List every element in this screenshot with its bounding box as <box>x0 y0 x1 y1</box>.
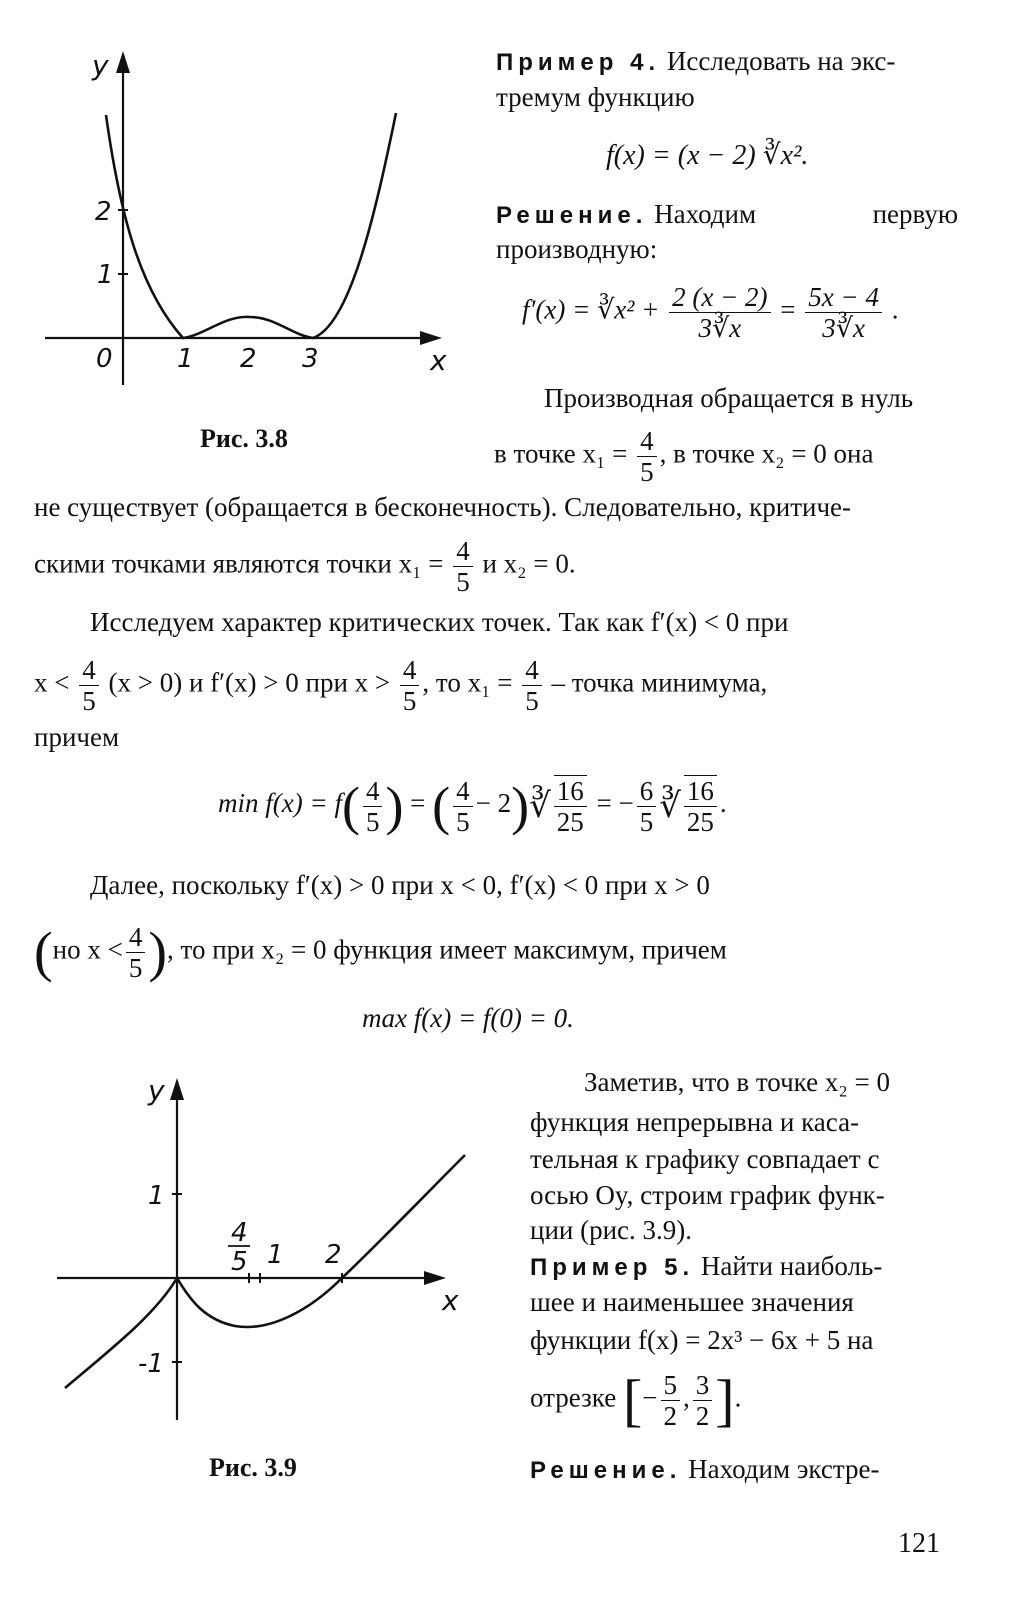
solution-line-2: производную: <box>496 234 658 264</box>
solution-line-1 <box>496 197 958 233</box>
frac-16-25-b: $\frac{16}{25}$ <box>684 775 717 837</box>
p3-line-2: (но x < $\frac{4}{5}$ ), то при x₂ = 0 функция имеет максимум, причем <box>34 921 727 984</box>
solution-5-label: Решение. <box>530 1457 682 1484</box>
deriv-frac-1: $\frac{2 (x - 2)}{3∛x}$ <box>669 282 770 343</box>
min-a: min f(x) = f <box>218 788 342 819</box>
p2-line-1: Исследуем характер критических точек. Так как f′(x) < 0 при <box>90 607 789 637</box>
sol5-text: Находим экстре- <box>688 1454 880 1484</box>
y-axis-arrow-icon <box>116 51 130 73</box>
derivative-formula <box>522 282 899 343</box>
fig39-x-tick-1: 1 <box>267 1240 284 1270</box>
example-4-line-2: тремум функцию <box>496 82 695 112</box>
frac-4-5-b: $\frac{4}{5}$ <box>453 536 473 597</box>
frac-min-2: $\frac{4}{5}$ <box>453 776 473 837</box>
sol5-line <box>530 1452 879 1488</box>
min-d: ∛ <box>529 788 551 825</box>
fig38-y-tick-1: 1 <box>97 260 114 290</box>
p2-line-2a: x < <box>34 667 70 698</box>
deriv-lhs: f′(x) = ∛x² + <box>522 294 660 325</box>
rc-line-1: Заметив, что в точке x₂ = 0 <box>584 1067 890 1097</box>
frac-min-1: $\frac{4}{5}$ <box>363 776 383 837</box>
solution-label: Решение. <box>496 202 648 229</box>
curve-fig38 <box>106 113 396 338</box>
y-axis-arrow-icon <box>170 1078 184 1100</box>
fig39-x-tick-2: 2 <box>325 1240 342 1270</box>
ex5-line-4: отрезке [− $\frac{5}{2}$ , $\frac{3}{2}$ ]. <box>530 1367 742 1433</box>
p2-line-3: причем <box>34 722 120 752</box>
example-5-label: Пример 5. <box>530 1254 695 1281</box>
figure-3-8 <box>30 45 460 395</box>
ex5-l1: Найти наиболь- <box>700 1251 883 1281</box>
p1-line-4a: скими точками являются точки x₁ = <box>34 548 444 579</box>
fig39-y-tick-neg1: -1 <box>138 1349 164 1379</box>
p2-line-2d: – точка минимума, <box>544 667 768 698</box>
page-number: 121 <box>898 1528 940 1559</box>
fig38-x-tick-1: 1 <box>177 344 194 374</box>
min-c: − 2 <box>475 788 512 819</box>
figure-3-9 <box>30 1070 490 1440</box>
p2-line-2c: , то x₁ = <box>422 667 513 698</box>
p1-line-2a: в точке x₁ = <box>494 438 628 469</box>
p2-line-2b: (x > 0) и f′(x) > 0 при x > <box>101 667 391 698</box>
figure-3-9-caption: Рис. 3.9 <box>209 1453 297 1482</box>
ex5-line-3: функции f(x) = 2x³ − 6x + 5 на <box>530 1325 874 1355</box>
p3-line-2b: , то при x₂ = 0 функция имеет максимум, причем <box>167 934 727 965</box>
p1-line-2 <box>494 426 873 487</box>
p1-line-2b: , в точке x₂ = 0 она <box>659 438 874 469</box>
deriv-frac-2: $\frac{5x - 4}{3∛x}$ <box>805 282 882 343</box>
x-axis-arrow-icon <box>420 331 442 345</box>
solution-text-a: Находим <box>654 199 757 229</box>
p1-line-1: Производная обращается в нуль <box>544 383 914 413</box>
p2-line-2 <box>34 655 767 716</box>
frac-4-5-f: $\frac{4}{5}$ <box>126 922 146 983</box>
solution-text-b: первую <box>872 199 958 229</box>
frac-5-2: $\frac{5}{2}$ <box>661 1370 681 1431</box>
fig39-y-label: y <box>148 1074 165 1107</box>
ex5-line-2: шее и наименьшее значения <box>530 1287 854 1317</box>
frac-16-25-a: $\frac{16}{25}$ <box>554 775 587 837</box>
rc-line-5: ции (рис. 3.9). <box>530 1215 693 1245</box>
frac-6-5: $\frac{6}{5}$ <box>637 776 657 837</box>
p3-line-1: Далее, поскольку f′(x) > 0 при x < 0, f′(x) < 0 при x > 0 <box>90 870 710 900</box>
example-4-text: Исследовать на экс- <box>666 46 896 76</box>
fig39-x-label: x <box>442 1284 459 1317</box>
p1-line-4b: и x₂ = 0. <box>475 548 576 579</box>
frac-4-5-c: $\frac{4}{5}$ <box>79 655 99 716</box>
example-4-line-1 <box>496 44 895 80</box>
deriv-eq: = <box>780 294 796 325</box>
rc-line-2: функция непрерывна и каса- <box>530 1107 860 1137</box>
deriv-end: . <box>891 294 899 325</box>
min-b: = <box>410 788 426 819</box>
min-e: = − <box>596 788 634 819</box>
frac-4-5-e: $\frac{4}{5}$ <box>522 655 542 716</box>
fig38-y-label: y <box>92 49 109 82</box>
min-f: ∛ <box>659 788 681 825</box>
fig38-x-tick-2: 2 <box>240 344 257 374</box>
p1-line-4 <box>34 536 576 597</box>
example-4-label: Пример 4. <box>496 49 661 76</box>
example-4-formula: f(x) = (x − 2) ∛x². <box>606 140 809 171</box>
min-end: . <box>719 788 727 819</box>
fig38-origin-label: 0 <box>96 344 113 374</box>
fig39-y-tick-1: 1 <box>148 1181 165 1211</box>
fig38-x-label: x <box>430 344 447 377</box>
fig39-frac-den: 5 <box>231 1247 248 1277</box>
max-formula: max f(x) = f(0) = 0. <box>362 1003 574 1033</box>
ex5-line-1 <box>530 1249 882 1285</box>
frac-4-5-d: $\frac{4}{5}$ <box>400 655 420 716</box>
figure-3-8-caption: Рис. 3.8 <box>200 424 288 453</box>
frac-3-2: $\frac{3}{2}$ <box>693 1370 713 1431</box>
p3-line-2a: но x < <box>52 934 123 965</box>
fig38-y-tick-2: 2 <box>95 197 112 227</box>
min-formula: min f(x) = f( $\frac{4}{5}$ ) = ( $\frac{4}{5}$ − 2)∛ $\frac{16}{25}$ = − $\frac{6}{5}$ ∛ $\frac{16}{25}$ . <box>218 775 727 837</box>
curve-fig39 <box>65 1155 465 1388</box>
fig39-frac-num: 4 <box>231 1218 248 1248</box>
rc-line-4: осью Oy, строим график функ- <box>530 1180 885 1210</box>
x-axis-arrow-icon <box>424 1271 446 1285</box>
fig38-x-tick-3: 3 <box>302 344 319 374</box>
rc-line-3: тельная к графику совпадает с <box>530 1144 880 1174</box>
p1-line-3: не существует (обращается в бесконечность). Следовательно, критиче- <box>34 492 852 522</box>
frac-4-5-a: $\frac{4}{5}$ <box>637 426 657 487</box>
ex5-l4a: отрезке <box>530 1382 617 1413</box>
